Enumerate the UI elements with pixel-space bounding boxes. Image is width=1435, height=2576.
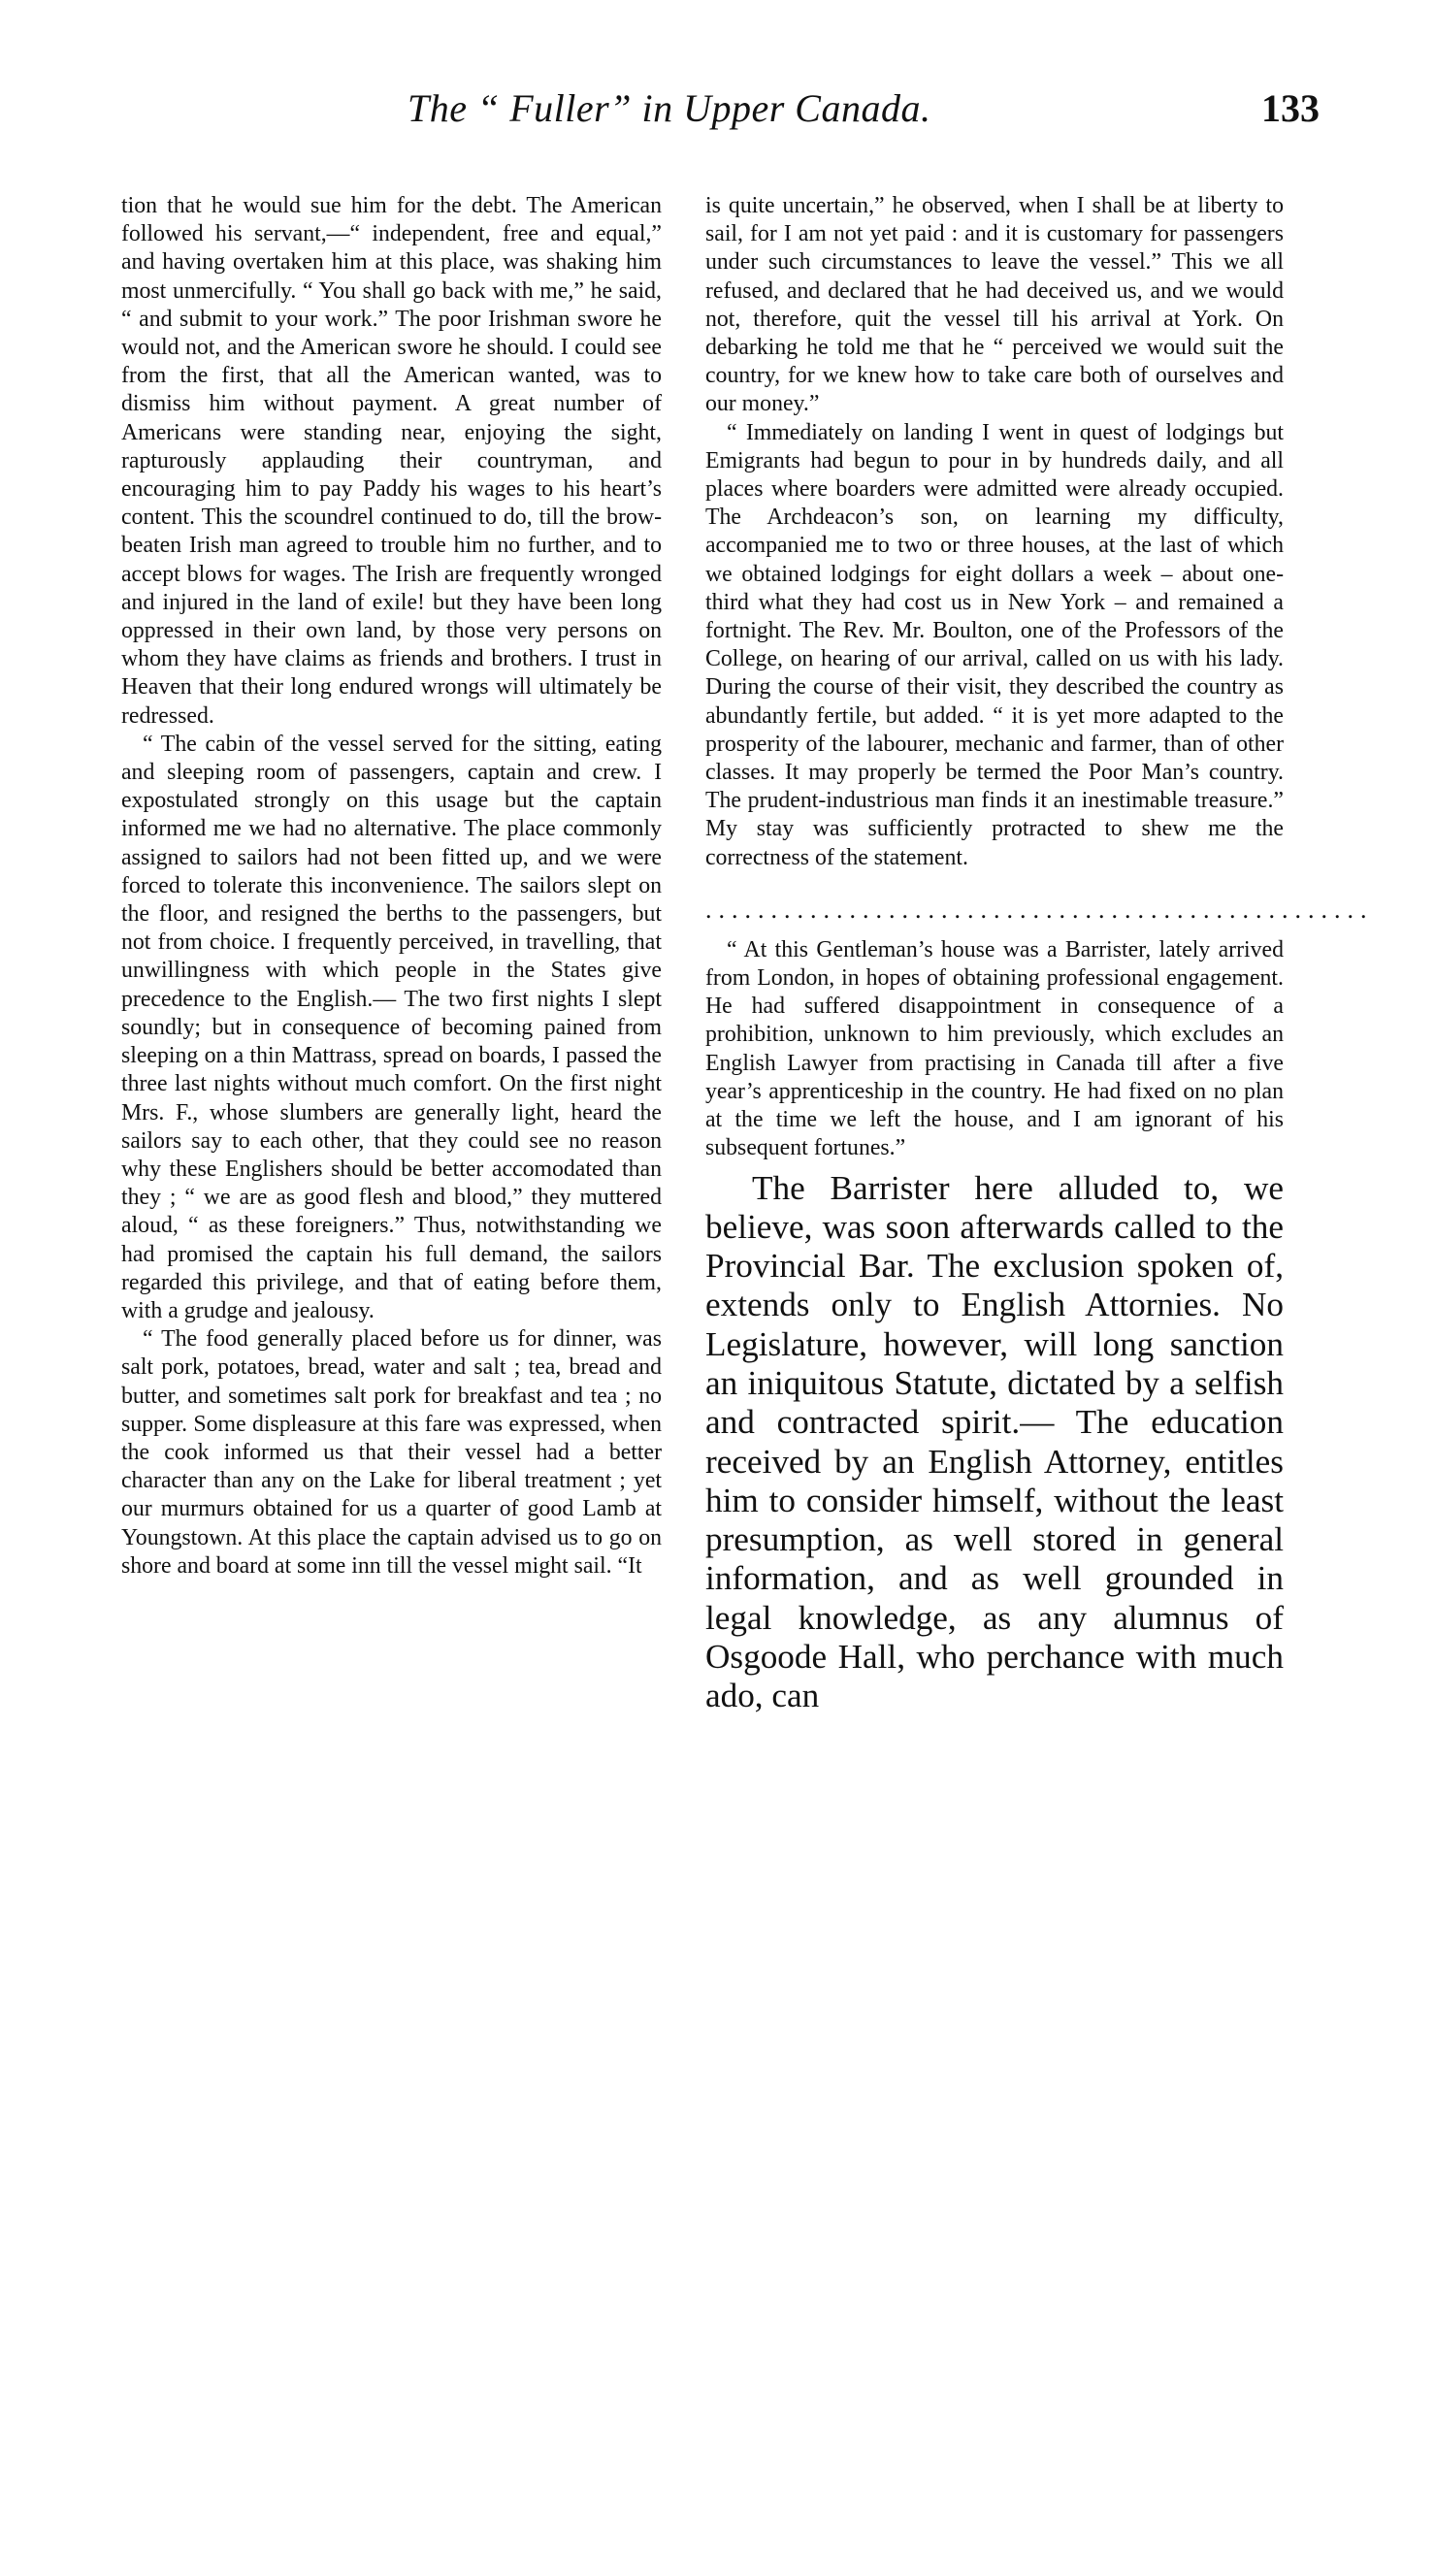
separator-dots: ................................................... [705,895,1374,924]
paragraph-lodgings: “ Immediately on landing I went in quest of lodgings but Emigrants had begun to pour in by hundreds daily, and all places where boarders were admitted were already occupied. The Archdeacon’s son, on learning my difficulty, accompanied me to two or three houses, at the last of which we obtained lodgings for eight dollars a week – about one-third what they had cost us in New York – and remained a fortnight. The Rev. Mr. Boulton, one of the Professors of the College, on hearing of our arrival, called on us with his lady. During the course of their visit, they described the country as abundantly fertile, but added. “ it is yet more adapted to the prosperity of the labourer, mechanic and farmer, than of other classes. It may properly be termed the Poor Man’s country. The prudent-industrious man finds it an inestimable treasure.” My stay was sufficiently protracted to shew me the correctness of the statement. [705,419,1284,870]
paragraph-irishman: tion that he would sue him for the debt. The American followed his servant,—“ independent, free and equal,” and having overtaken him at this place, was shaking him most unmercifully. “ You shall go back with me,” he said, “ and submit to your work.” The poor Irishman swore he would not, and the American swore he should. I could see from the first, that all the American wanted, was to dismiss him without payment. A great number of Americans were standing near, enjoying the sight, rapturously applauding their countryman, and encouraging him to pay Paddy his wages to his heart’s content. This the scoundrel continued to do, till the brow-beaten Irish man agreed to trouble him no further, and to accept blows for wages. The Irish are frequently wronged and injured in the land of exile! but they have been long oppressed in their own land, by those very persons on whom they have claims as friends and brothers. I trust in Heaven that their long endured wrongs will ultimately be redressed. [121,193,662,729]
paragraph-food: “ The food generally placed before us for dinner, was salt pork, potatoes, bread, water and salt ; tea, bread and butter, and sometimes salt pork for breakfast and tea ; no supper. Some displeasure at this fare was expressed, when the cook informed us that their vessel had a better character than any on the Lake for liberal treatment ; yet our murmurs obtained for us a quarter of good Lamb at Youngstown. At this place the captain advised us to go on shore and board at some inn till the vessel might sail. “It [121,1326,662,1579]
running-title: The “ Fuller” in Upper Canada. [408,86,931,130]
page-header [408,85,1320,144]
paragraph-commentary: The Barrister here alluded to, we believe, was soon afterwards called to the Provincial Bar. The exclusion spoken of, extends only to English Attornies. No Legislature, however, will long sanction an iniquitous Statute, dictated by a selfish and contracted spirit.— The education received by an English Attorney, entitles him to consider himself, without the least presumption, as well stored in general information, and as well grounded in legal knowledge, as any alumnus of Osgoode Hall, who perchance with much ado, can [705,1168,1284,1715]
left-column [121,192,662,1581]
page-number: 133 [1261,86,1320,130]
paragraph-captain: is quite uncertain,” he observed, when I shall be at liberty to sail, for I am not yet paid : and it is customary for passengers under such circumstances to leave the vessel.” This we all refused, and declared that he had deceived us, and we would not, therefore, quit the vessel till his arrival at York. On debarking he told me that he “ perceived we would suit the country, for we knew how to take care both of ourselves and our money.” [705,193,1284,417]
paragraph-barrister-quote: “ At this Gentleman’s house was a Barrister, lately arrived from London, in hopes of obtaining professional engagement. He had suffered disappointment in consequence of a prohibition, unknown to him previously, which excludes an English Lawyer from practising in Canada till after a five year’s apprenticeship in the country. He had fixed on no plan at the time we left the house, and I am ignorant of his subsequent fortunes.” [705,936,1284,1161]
paragraph-cabin: “ The cabin of the vessel served for the sitting, eating and sleeping room of passengers, captain and crew. I expostulated strongly on this usage but the captain informed me we had no alternative. The place commonly assigned to sailors had not been fitted up, and we were forced to tolerate this inconvenience. The sailors slept on the floor, and resigned the berths to the passengers, but not from choice. I frequently perceived, in travelling, that unwillingness with which people in the States give precedence to the English.— The two first nights I slept soundly; but in consequence of becoming pained from sleeping on a thin Mattrass, spread on boards, I passed the three last nights without much comfort. On the first night Mrs. F., whose slumbers are generally light, heard the sailors say to each other, that they could see no reason why these Englishers should be better accomodated than they ; “ we are as good flesh and blood,” they muttered aloud, “ as these foreigners.” Thus, notwithstanding we had promised the captain his full demand, the sailors regarded this privilege, and that of eating before them, with a grudge and jealousy. [121,731,662,1323]
right-column [705,192,1374,1716]
